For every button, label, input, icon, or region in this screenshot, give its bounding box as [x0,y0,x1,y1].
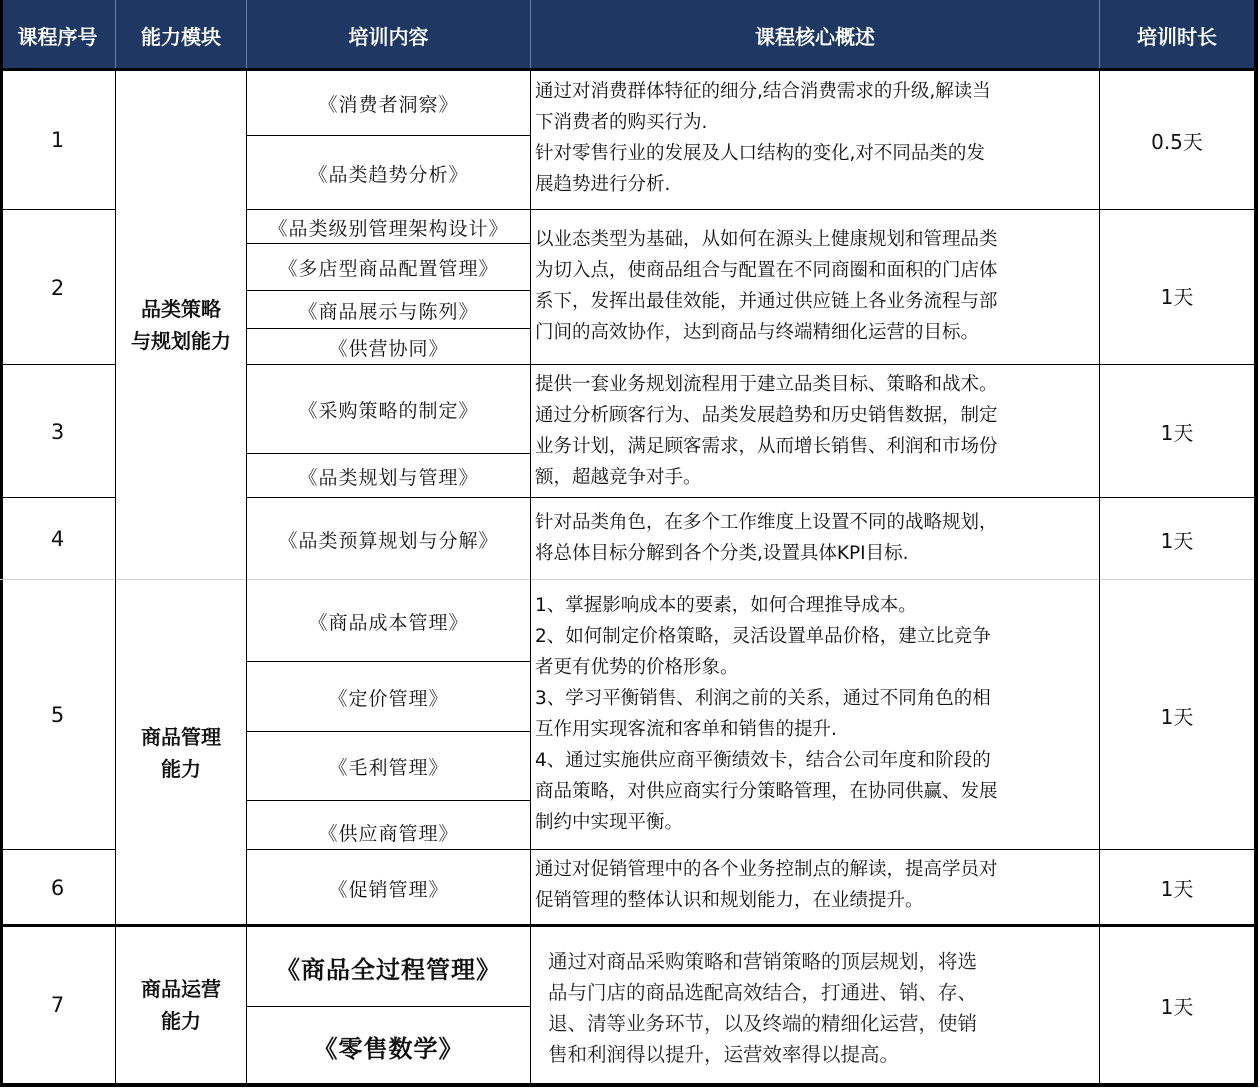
summary-line: 通过对消费群体特征的细分,结合消费需求的升级,解读当 [535,81,991,102]
duration-cell: 1天 [1160,704,1194,729]
course-cell: 《品类预算规划与分解》 [278,529,499,552]
module-line: 商品运营 [141,977,221,1001]
column-divider [246,70,247,1085]
course-cell: 《定价管理》 [328,687,449,710]
summary-line: 额，超越竞争对手。 [535,467,702,488]
course-cell: 《采购策略的制定》 [298,400,479,422]
row-divider [247,497,530,498]
row-divider [1100,579,1254,580]
row-divider [531,579,1099,580]
header-separator [115,0,116,68]
row-divider [531,209,1099,210]
summary-cell [535,369,1097,493]
course-cell: 《多店型商品配置管理》 [278,258,499,280]
header-duration: 培训时长 [1100,0,1254,70]
header-summary: 课程核心概述 [531,0,1099,70]
course-cell: 《商品展示与陈列》 [298,300,479,323]
row-divider [531,364,1099,365]
row-divider [1100,209,1254,210]
header-module: 能力模块 [116,0,246,70]
row-divider [247,328,530,329]
row-divider [247,661,530,662]
summary-line: 通过对促销管理中的各个业务控制点的解读，提高学员对 [535,859,998,880]
row-divider [0,579,115,580]
summary-line: 通过分析顾客行为、品类发展趋势和历史销售数据，制定 [535,405,998,426]
summary-cell [535,224,1097,348]
summary-line: 门间的高效协作，达到商品与终端精细化运营的目标。 [535,322,980,343]
course-cell: 《促销管理》 [328,879,449,901]
row-divider [247,849,530,850]
summary-line: 3、学习平衡销售、利润之前的关系，通过不同角色的相 [535,688,991,709]
summary-cell [535,854,1097,916]
duration-cell: 1天 [1160,528,1194,553]
duration-cell: 1天 [1160,994,1194,1019]
module-line: 能力 [161,1009,201,1033]
row-divider [247,135,530,136]
summary-line: 品与门店的商品选配高效结合，打通进、销、存、 [548,981,978,1004]
row-divider [247,364,530,365]
header-seq: 课程序号 [0,0,115,70]
column-divider [115,70,116,1085]
row-divider [531,849,1099,850]
summary-line: 针对零售行业的发展及人口结构的变化,对不同品类的发 [535,143,985,164]
course-cell: 《品类级别管理架构设计》 [268,217,509,240]
row-divider [247,1006,530,1007]
row-divider [247,453,530,454]
module-cell [116,580,246,925]
module-line: 商品管理 [141,724,221,749]
summary-line: 以业态类型为基础，从如何在源头上健康规划和管理品类 [535,229,998,250]
row-divider [247,800,530,801]
header-content: 培训内容 [247,0,530,70]
summary-line: 下消费者的购买行为. [535,112,708,133]
seq-cell: 5 [50,703,65,727]
row-divider [1100,497,1254,498]
summary-line: 提供一套业务规划流程用于建立品类目标、策略和战术。 [535,374,998,395]
summary-line: 者更有优势的价格形象。 [535,657,739,678]
summary-cell [535,507,1097,569]
row-divider [0,849,115,850]
row-divider [247,290,530,291]
summary-cell [535,590,1097,838]
summary-line: 系下，发挥出最佳效能，并通过供应链上各业务流程与部 [535,291,998,312]
summary-line: 4、通过实施供应商平衡绩效卡，结合公司年度和阶段的 [535,750,991,771]
course-cell: 《供应商管理》 [318,823,459,845]
row-divider [531,924,1099,927]
course-cell: 《供营协同》 [328,337,449,360]
summary-line: 将总体目标分解到各个分类,设置具体KPI目标. [535,543,909,564]
seq-cell: 3 [50,419,65,444]
summary-line: 展趋势进行分析. [535,174,671,195]
row-divider [247,579,530,580]
row-divider [0,364,115,365]
row-divider [1100,924,1254,927]
course-cell: 《商品成本管理》 [308,611,469,634]
summary-cell [548,946,1093,1070]
summary-line: 制约中实现平衡。 [535,812,684,833]
seq-cell: 7 [50,993,65,1017]
row-divider [1100,849,1254,850]
row-divider [531,497,1099,498]
module-line: 与规划能力 [131,329,231,353]
summary-line: 2、如何制定价格策略，灵活设置单品价格，建立比竞争 [535,626,991,647]
header-separator [1099,0,1100,68]
summary-cell [535,76,1097,200]
row-divider [0,497,115,498]
module-line: 品类策略 [141,297,221,321]
header-divider [0,68,1258,71]
module-cell [116,925,246,1085]
course-cell: 《消费者洞察》 [318,93,459,116]
column-divider [530,70,531,1085]
summary-line: 通过对商品采购策略和营销策略的顶层规划，将选 [548,950,978,973]
duration-cell: 0.5天 [1151,129,1203,154]
table-border [1254,0,1258,1087]
summary-line: 退、清等业务环节，以及终端的精细化运营，使销 [548,1012,978,1035]
summary-line: 针对品类角色，在多个工作维度上设置不同的战略规划， [535,512,998,533]
seq-cell: 4 [50,527,65,551]
module-line: 能力 [161,756,201,781]
row-divider [0,209,115,210]
table-border [0,1083,1258,1087]
course-cell: 《零售数学》 [313,1034,464,1063]
row-divider [247,924,530,927]
duration-cell: 1天 [1160,284,1194,309]
row-divider [1100,364,1254,365]
row-divider [247,731,530,732]
row-divider [0,924,246,927]
course-cell: 《品类趋势分析》 [308,163,469,186]
seq-cell: 6 [50,875,65,900]
row-divider [247,243,530,244]
seq-cell: 2 [50,275,65,300]
course-cell: 《品类规划与管理》 [298,466,479,489]
column-divider [1099,70,1100,1085]
header-separator [246,0,247,68]
seq-cell: 1 [50,128,65,152]
row-divider [116,579,246,580]
summary-line: 1、掌握影响成本的要素，如何合理推导成本。 [535,595,917,616]
summary-line: 为切入点，使商品组合与配置在不同商圈和面积的门店体 [535,260,998,281]
summary-line: 互作用实现客流和客单和销售的提升. [535,719,837,740]
summary-line: 业务计划，满足顾客需求，从而增长销售、利润和市场份 [535,436,998,457]
row-divider [247,209,530,210]
module-cell [116,70,246,580]
course-cell: 《毛利管理》 [328,757,449,779]
summary-line: 售和利润得以提升，运营效率得以提高。 [548,1043,900,1066]
header-separator [530,0,531,68]
duration-cell: 1天 [1160,421,1194,445]
course-cell: 《商品全过程管理》 [276,955,501,984]
duration-cell: 1天 [1160,877,1194,901]
summary-line: 商品策略，对供应商实行分策略管理，在协同供赢、发展 [535,781,998,802]
summary-line: 促销管理的整体认识和规划能力，在业绩提升。 [535,890,924,911]
